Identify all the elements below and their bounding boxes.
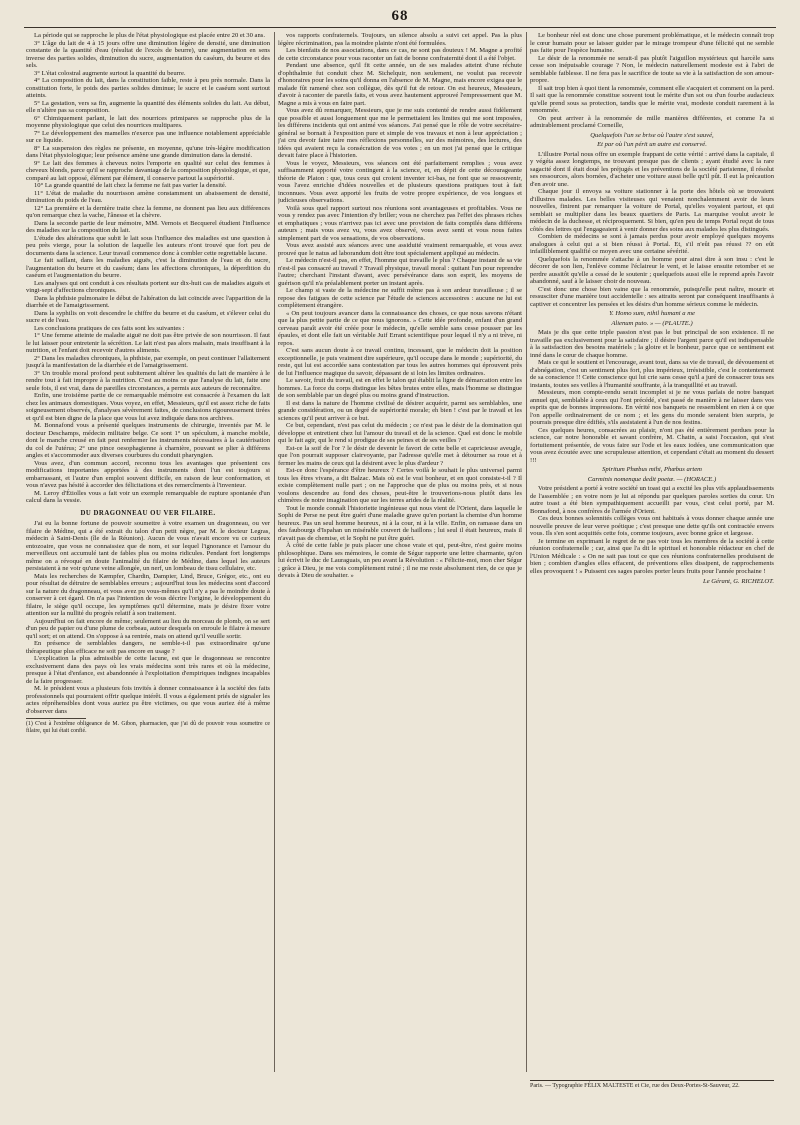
column-left [26, 32, 270, 1072]
paragraph: Chaque jour il envoya sa voiture stationner à la porte des hôtels où se trouvaient d'illustres malades. Les belles visiteuses qui venaient nonchalemment avoir de leurs nouvelles, finirent par remarquer la voiture de Portal, qu'elles voyaient partout, et qui semblait se multiplier dans les beaux quartiers de Paris. La marquise voulut avoir le médecin de la duchesse, et réciproquement. Si bien, qu'en peu de temps Portal reçut de tous côtés des lettres qui l'engageaient à venir donner des soins aux malades les plus distingués. [530, 188, 774, 233]
paragraph: L'illustre Portal nous offre un exemple frappant de cette vérité : arrivé dans la capitale, il y végéta assez longtemps, ne trouvant presque pas de clients ; ayant étudié avec la rare sagacité dont il était doué les préjugés et les préventions de la société parisienne, il résolut ses ressources, alors bornées, d'acheter une voiture aussi belle qu'il pût. Il eut la précaution d'en avoir une. [530, 150, 774, 188]
verse-quote: Et par où l'un périt un autre est conservé. [597, 141, 707, 148]
paragraph: L'explication la plus admissible de cette lacune, est que le dragonneau se rencontre exclusivement dans des pays où les vrais médecins sont très rares et où la médecine, presque à l'état d'enfance, est abandonnée à l'exploitation d'empiriques indignes incapables de la faire progresser. [26, 655, 270, 685]
verse-quote: Y. Homo sum, nihil humani a me [609, 310, 695, 317]
paragraph: C'est sans aucun doute à ce travail continu, incessant, que le médecin doit la position exceptionnelle, je puis vraiment dire supérieure, qu'il occupe dans le monde ; supériorité, du reste, qui lui est accordée sans contestation par tous les autres hommes qui éprouvent près de lui l'influence magique du savoir, dépassant de si loin les limites ordinaires. [278, 347, 522, 377]
column-divider [274, 32, 275, 1072]
paragraph: Voilà sous quel rapport surtout nos réunions sont avantageuses et profitables. Vous ne vous y rendez pas avec l'intention d'y briller; vous ne cherchez pas l'effet des phrases riches et emphatiques ; vous n'arrivez pas ici avec une provision de faits compilés dans différens auteurs ; mais vous avez vu, vous avez observé, vous avez senti et vous nous faites simplement part de vos sensations, de vos observations. [278, 204, 522, 242]
paragraph: C'est donc une chose bien vaine que la renommée, puisqu'elle peut naître, mourir et ressusciter d'une manière tout accidentelle : ses attraits seront par conséquent insuffisants à captiver et concentrer les pensées et les désirs d'un homme sérieux comme le médecin. [530, 285, 774, 308]
paragraph: 12° La première et la dernière traite chez la femme, ne donnent pas lieu aux différences qu'on remarque chez la vache, l'ânesse et la chèvre. [26, 204, 270, 219]
paragraph: Est-ce la soif de l'or ? le désir de devenir le favori de cette belle et capricieuse aveugle, que l'on pourrait supposer clairvoyante, par l'adresse qu'elle met à détourner sa roue et à fermer les mains de ceux qui la désirent avec le plus d'ardeur ? [278, 444, 522, 467]
paragraph: À côté de cette fable je puis placer une chose vraie et qui, peut-être, n'est guère moins philosophique. Dans ses mémoires, le comte de Ségur rapporte une lettre charmante, qu'on lui écrivit le duc de Lauraguais, un peu avant la Révolution : « Félicite-moi, mon cher Ségur ; grâce à Dieu, je me vois complètement ruiné ; il ne me reste absolument rien, de ce que je devais à Dieu de souhaiter. » [278, 542, 522, 579]
page-number: 68 [391, 8, 409, 24]
paragraph: Ce but, cependant, n'est pas celui du médecin ; ce n'est pas le désir de la domination qui développe et entretient chez lui l'amour du travail et de la science. Quel est donc le mobile qui le fait agir, qui le rend si prodigue de ses peines et de ses veilles ? [278, 422, 522, 444]
paragraph: 10° La grande quantité de lait chez la femme ne fait pas varier la densité. [34, 182, 227, 189]
paragraph: Dans la syphilis on voit descendre le chiffre du beurre et du caséum, et s'élever celui du sucre et de l'eau. [26, 309, 270, 324]
verse-quote: Carminis nomenque dedit poetæ. — (HORACE.) [587, 475, 717, 483]
verse-quote: Alienum puto. » — (PLAUTE.) [611, 319, 693, 327]
paragraph: Dans la phthisie pulmonaire le début de l'altération du lait coïncide avec l'apparition de la diarrhée et de l'amaigrissement. [26, 294, 270, 309]
verse-quote: Quelquefois l'un se brise où l'autre s'est sauvé, [590, 131, 714, 139]
paragraph: Le bonheur réel est donc une chose purement problématique, et le médecin connaît trop le cœur humain pour se laisser guider par le mirage trompeur d'une félicité qui ne semble pas faite pour l'espèce humaine. [530, 32, 774, 54]
column-right [530, 32, 774, 1076]
paragraph: 7° Le développement des mamelles n'exerce pas une influence notablement appréciable sur ce liquide. [26, 129, 270, 144]
paragraph: J'ai eu la bonne fortune de pouvoir soumettre à votre examen un dragonneau, ou ver filaire de Médine, qui a été extrait du talon d'un petit nègre, par M. le docteur Legras, médecin à Saint-Denis (île de la Réunion). Aucun de vous n'avait encore vu ce curieux entozoaire, que vous ne connaissiez que de nom, et sur lequel l'ignorance et l'amour du merveilleux ont accumulé tant de fables plus ou moins ridicules. Pendant fort longtemps même on a révoqué en doute l'animalité du filaire de Médine, dans lequel les auteurs persistaient à ne voir qu'une veine allongée, un nerf, un lombeau de tissu cellulaire, etc. [26, 520, 270, 572]
paragraph: Est-ce donc l'espérance d'être heureux ? Certes voilà le souhait le plus universel parmi tous les êtres vivans, a dit Balzac. Mais où est le vrai bonheur, et en quoi consiste-t-il ? Il existe complètement nulle part ; on ne l'approche que de plus ou moins près, et si nous voulons descendre au fond des choses, peut-être le trouverions-nous plutôt dans les chimères de notre imagination que sur les terres arides de la réalité. [278, 467, 522, 504]
column-middle [278, 32, 522, 1072]
paragraph: Vous avez, d'un commun accord, reconnu tous les avantages que présentent ces modifications importantes apportées à des instruments dont l'un est toujours si embarrassant, et l'autre d'un emploi souvent difficile, en raison de leur conformation, et vous n'avez pas hésité à accorder des félicitations et des remercîments à l'inventeur. [26, 459, 270, 489]
paragraph: Pendant une absence, qu'il fit cette année, un de ses malades atteint d'une réchute d'ophthalmie fut conduit chez M. Sichelquir, non seulement, ne voulut pas recevoir d'honoraires pour les soins qu'il donna en l'absence de M. Magne, mais encore exigea que le malade fût ramené chez son collègue, dès qu'il fut de retour. On est heureux, Messieurs, d'avoir à raconter de pareils faits, et vous avez hautement approuvé l'empressement que M. Magne a mis à vous en faire part. [278, 62, 522, 107]
paragraph: 2° Dans les maladies chroniques, la phthisie, par exemple, on peut continuer l'allaitement jusqu'à la manifestation de la diarrhée et de l'amaigrissement. [26, 354, 270, 369]
verse-quote: Spiritum Phœbus mihi, Phœbus artem [602, 466, 702, 473]
paragraph: vos rapports confraternels. Toujours, un silence absolu a suivi cet appel. Pas la plus légère récrimination, pas la moindre plainte n'ont été formulées. [278, 32, 522, 47]
printer-imprint: Paris. — Typographie FÉLIX MALTESTE et Cie, rue des Deux-Portes-St-Sauveur, 22. [530, 1080, 774, 1090]
paragraph: 3° Un trouble moral profond peut subitement altérer les qualités du lait de manière à le rendre tout à fait impropre à la nutrition. C'est au moins ce que l'analyse du lait, faite une seule fois, il est vrai, dans de pareilles circonstances, a permis aux auteurs de reconnaître. [26, 369, 270, 392]
paragraph: Messieurs, mon compte-rendu serait incomplet si je ne vous parlais de notre banquet annuel qui, semblable à ceux qui l'ont précédé, s'est passé de manière à ne laisser dans vos esprits que de bonnes impressions. En vérité nos banquets ne ressemblent en rien à ce que l'on appelle ordinairement de ce nom ; et les gens du monde seraient bien surpris, je pourrais presque dire édifiés, s'ils assistaient à l'un de nos festins. [530, 389, 774, 426]
paragraph: M. le président vous a plusieurs fois invités à donner connaissance à la société des faits professionnels qui pourraient offrir quelque intérêt. Il vous a également priés de signaler les actes répréhensibles dont vous auriez pu être victimes, ou que vous auriez été à même d'observer dans [26, 685, 270, 715]
paragraph: Les analyses qui ont conduit à ces résultats portent sur dix-huit cas de maladies aiguës et vingt-sept d'affections chroniques. [26, 279, 270, 294]
paragraph: On peut arriver à la renommée de mille manières différentes, et comme l'a si admirablement proclamé Corneille, [530, 114, 774, 129]
paragraph: « On peut toujours avancer dans la connaissance des choses, ce que nous savons n'étant que la plus petite partie de ce que nous ignorons. » Cette idée profonde, enfant d'un grand cerveau paraît avoir été créée pour le médecin, qu'elle semble sans cesse pousser par les épaules, et dont elle fait un véritable Juif Errant scientifique pour lequel il n'y a ni trève, ni repos. [278, 309, 522, 347]
footnote-rule [26, 718, 86, 719]
paragraph: Enfin, une troisième partie de ce remarquable mémoire est consacrée à l'examen du lait chez les animaux domestiques. Vous voyez, en effet, Messieurs, qu'il est assez riche de faits soigneusement observés, d'analyses sévèrement faites, de conclusions rigoureusement tirées et qu'il est bien digne de la place que vous lui avez indiquée dans nos archives. [26, 392, 270, 422]
paragraph: Aujourd'hui on fait encore de même; seulement au lieu du morceau de plomb, on se sert d'un peu de papier ou d'une plume de corbeau, autour desquels on enroule le filaire à mesure qu'il sort; et on attend. On s'oppose à sa rentrée, mais on attend qu'il veuille sortir. [26, 617, 270, 640]
paragraph: Le savoir, fruit du travail, est en effet le talon qui établit la ligne de démarcation entre les hommes. La force du corps distingue les bêtes brutes entre elles, mais l'homme se distingue de son semblable par un degré plus ou moins grand d'instruction. [278, 377, 522, 399]
footnote: (1) C'est à l'extrême obligeance de M. Gibon, pharmacien, que j'ai dû de pouvoir vous soumettre ce filaire, qui lui était confié. [26, 721, 270, 734]
paragraph: Il sait trop bien à quoi tient la renommée, comment elle s'acquiert et comment on la perd. Il sait que la renommée constitue souvent tout le mérite d'un sot ou d'un fourbe audacieux qu'elle prend sous sa protection, tandis que le mérite vrai, modeste conduit rarement à la renommée. [530, 84, 774, 114]
paragraph: Ces deux bonnes solennités collèges vous ont habitués à vous donner chaque année une nouvelle preuve de leur verve poétique ; c'est presque une dette qu'ils ont contractée envers vous. Ils s'en sont acquittés cette fois, comme toujours, avec bonne grâce et largesse. [530, 515, 774, 537]
paragraph: Vous le voyez, Messieurs, vos séances ont été parfaitement remplies ; vous avez suffisamment apporté votre contingent à la science, et, en dépit de cette décourageante théorie de Platon : que, tous ceux qui croient inventer ici-bas, ne font que se ressouvenir, vous l'avez enrichie d'idées nouvelles et de plusieurs questions pratiques tout à fait inconnues. Vous avez apporté les fruits de votre propre expérience, de vos longues et judicieuses observations. [278, 159, 522, 204]
paragraph: Le médecin n'est-il pas, en effet, l'homme qui travaille le plus ? Chaque instant de sa vie n'est-il pas consacré au travail ? Travail physique, travail moral : quitant l'un pour reprendre l'autre; cherchant l'instant d'avant, avec persévérance dans son esprit, les moyens de guérison qu'il n'a préalablement porter un instant après. [278, 257, 522, 287]
paragraph: 4° La composition du lait, dans la constitution faible, reste à peu près normale. Dans la constitution forte, le poids des parties solides diminue; le sucre et le caséum sont surtout atteints. [26, 77, 270, 99]
paragraph: 1° Une femme atteinte de maladie aiguë ne doit pas être privée de son nourrisson. Il faut le lui laisser pour entretenir la sécrétion. Le lait n'est pas alors malsain, mais insuffisant à la nutrition, et l'enfant doit recevoir d'autres aliments. [26, 332, 270, 354]
paragraph: 6° Chimiquement parlant, le lait des nourrices primipares se rapproche plus de la moyenne physiologique que celui des nourrices multipares. [26, 114, 270, 129]
paragraph: Vous avez dû remarquer, Messieurs, que je me suis contenté de rendre aussi fidèlement que possible et aussi longuement que me le permettaient les limites qui me sont imposées, les différens incidents qui ont animé vos séances. J'ai pensé que le rôle de votre secrétaire-général se bornait à l'exposition pure et simple de vos travaux et non à leur appréciation ; j'ai cru devoir faire taire mes réflexions personnelles, sur des mémoires, des lectures, des idées qui avaient reçu la consécration de vos votes ; en un mot j'ai pensé que le critique devait faire place à l'historien. [278, 107, 522, 159]
paragraph: 8° La suspension des règles ne présente, en moyenne, qu'une très-légère modification dans l'état physiologique; leur présence amène une grande diminution dans la densité. [26, 144, 270, 159]
paragraph: Dans la seconde partie de leur mémoire, MM. Vernois et Becquerel étudient l'influence des maladies sur la composition du lait. [26, 219, 270, 234]
section-heading: DU DRAGONNEAU OU VER FILAIRE. [80, 509, 216, 517]
paragraph: M. Bonnafond vous a présenté quelques instruments de chirurgie, inventés par M. le docteur Deschamps, médecin militaire belge. Ce sont 1° un spéculum, à manche mobile, dont le manche creusé en fait peut renfermer les instruments nécessaires à la cautérisation du col de l'utérus; 2° une pince oesophagienne à charnière, pouvant se plier à différens angles et s'accommoder aux diverses courbures du conduit pharyngien. [26, 422, 270, 459]
header-rule [24, 27, 776, 28]
paragraph: Quelquefois la renommée s'attache à un homme pour ainsi dire à son insu : c'est le décorer de son lien, l'enlève comme l'éclaireur le vent, et le laisse ensuite retomber et se perdre aussitôt qu'elle a cessé de le soutenir ; quelquefois aussi elle le reprend après l'avoir abandonné, sauf à le laisser choir de nouveau. [530, 255, 774, 285]
paragraph: Vous avez assisté aux séances avec une assiduité vraiment remarquable, et vous avez prouvé que le natus ad laborandum doit être tout spécialement appliqué au médecin. [278, 242, 522, 257]
paragraph: 11° L'état de maladie du nourrisson amène constamment un abaissement de densité, diminution du poids de l'eau. [26, 189, 270, 204]
paragraph: En présence de semblables dangers, ne semble-t-il pas extraordinaire qu'une thérapeutique plus efficace ne soit pas encore en usage ? [26, 640, 270, 655]
paragraph: 3° L'état colostral augmente surtout la quantité du beurre. [34, 69, 186, 77]
paragraph: Les conclusions pratiques de ces faits sont les suivantes : [34, 324, 185, 332]
paragraph: Le fait saillant, dans les maladies aiguës, c'est la diminution de l'eau et du sucre, l'augmentation du beurre et du caséum; dans les affections chroniques, la déperdition du caséum et l'augmentation du beurre. [26, 257, 270, 279]
paragraph: Mais ce qui le soutient et l'encourage, avant tout, dans sa vie de travail, de dévouement et d'abnégation, c'est un sentiment plus fort, plus impérieux, irrésistible, c'est le contentement de sa conscience !! Cette conscience qui lui crie sans cesse qu'il a juré de consacrer tous ses instants, toutes ses veilles à l'humanité souffrante, à la tranquillité et au travail. [530, 359, 774, 389]
paragraph: Mais je dis que cette triple passion n'est pas le but principal de son existence. Il ne travaille pas exclusivement pour la satisfaire ; il désire l'argent parce qu'il est indispensable à la satisfaction des besoins matériels ; la gloire et le bonheur, parce que ce sentiment est inné dans le cœur de chaque homme. [530, 329, 774, 359]
paragraph: Il est dans la nature de l'homme civilisé de désirer acquérir, parmi ses semblables, une grande considération, ou un degré de supériorité morale; eh bien ! c'est par le travail et les sciences qu'il peut arriver à ce but. [278, 399, 522, 422]
paragraph: 3° L'âge du lait de 4 à 15 jours offre une diminution légère de densité, une diminution constante de la quantité d'eau (résultat de l'excès de beurre), une augmentation en sens inverse des parties solides, diminution du sucre, augmentation du caséum, du beurre et des sels. [26, 39, 270, 69]
paragraph: M. Leroy d'Étiolles vous a fait voir un exemple remarquable de rupture spontanée d'un calcul dans la vessie. [26, 489, 270, 504]
paragraph: Combien de médecins se sont à jamais perdus pour avoir employé quelques moyens analogues à celui qui a si bien réussi à Portal. Et, s'il n'eût pas réussi ?? on eût infailliblement qualifié ce moyen avec une certaine sévérité. [530, 233, 774, 255]
paragraph: Votre président a porté à votre société un toast qui a excité les plus vifs applaudissements de l'assemblée ; en votre nom je lui ai répondu par quelques paroles sorties du cœur. Un autre toast a été bien sympathiquement accueilli par vous, c'est celui porté, par M. Bonnafond, à nos confrères de l'armée d'Orient. [530, 485, 774, 515]
paragraph: Le désir de la renommée ne serait-il pas plutôt l'aiguillon mystérieux qui harcèle sans cesse son inépuisable courage ? Non, le médecin naturellement modeste est à l'abri de semblable faiblesse. Il ne fera pas le sacrifice de toute sa vie à la satisfaction de son amour-propre. [530, 54, 774, 84]
paragraph: Je termine en exprimant le regret de ne pas voir tous les membres de la société à cette réunion confraternelle ; car, ainsi que l'a dit le spirituel et honorable rédacteur en chef de l'Union Médicale : « On ne sait pas tout ce que ces réunions confraternelles produisent de bien ; combien d'angles elles effacent, de préventions elles dissipent, de rapprochements elles provoquent ! » Puissent ces sages paroles porter leurs fruits pour l'année prochaine ! [530, 537, 774, 575]
paragraph: Les bienfaits de nos associations, dans ce cas, ne sont pas douteux ! M. Magne a profité de cette circonstance pour vous raconter un fait de bonne confraternité dont il a été l'objet. [278, 47, 522, 62]
paragraph: Le champ si vaste de la médecine ne suffit même pas à son ardeur travailleuse ; il se repose des fatigues de cette science par l'étude de sciences accessoires : aucune ne lui est complètement étrangère. [278, 287, 522, 309]
signature: Le Gérant, G. RICHELOT. [703, 578, 774, 585]
paragraph: Tout le monde connaît l'historiette ingénieuse qui nous vient de l'Orient, dans laquelle le Sophi de Perse ne peut être guéri d'une maladie grave qu'en portant la chemise d'un homme heureux. Pas un seul homme heureux, ni à la cour, ni à la ville. Enfin, on ramasse dans un des faubourgs d'Ispahan un misérable couvert de haillons ; lui seul il était heureux, mais il n'avait pas de chemise, et le Sophi ne put être guéri. [278, 504, 522, 542]
column-divider [526, 32, 527, 1072]
paragraph: L'étude des altérations que subit le lait sous l'influence des maladies est une question à peu près vierge, pour la solution de laquelle les auteurs n'ont trouvé que fort peu de documents dans la science. Leur travail commence donc à combler cette regrettable lacune. [26, 234, 270, 257]
paragraph: Ces quelques heures, consacrées au plaisir, n'ont pas été entièrement perdues pour la science, car notre honorable et savant confrère, M. Chatin, a saisi l'occasion, qui s'est fortuitement présentée, de vous faire sur l'ode et les eaux iodées, une communication que vous avez écoutée avec une scrupuleuse attention, et cependant c'était au moment du dessert !!! [530, 426, 774, 464]
paragraph: 5° La gestation, vers sa fin, augmente la quantité des éléments solides du lait. Au début, elle n'altère pas sa composition. [26, 99, 270, 114]
paragraph: Mais les recherches de Kæmpfer, Chardin, Dampier, Lind, Bruce, Grégor, etc., ont eu pour résultat de détruire de semblables erreurs ; aujourd'hui tous les médecins sont d'accord sur la nature du dragonneau, et vous avez pu vous-mêmes qu'il n'y a pas le moindre doute à conserver à cet égard. On n'a pas l'intention de vous décrire l'origine, le développement du filaire, le siège qu'il occupe, les symptômes qu'il détermine, mais je désire fixer votre attention sur la nullité du progrès relatif à son traitement. [26, 572, 270, 617]
paragraph: La période qui se rapproche le plus de l'état physiologique est placée entre 20 et 30 ans. [34, 32, 265, 39]
paragraph: 9° Le lait des femmes à cheveux noirs l'emporte en qualité sur celui des femmes à cheveux blonds, parce qu'il se rapproche davantage de la composition physiologique, et que, comparé au lait opposé, élément par élément, il conserve partout la supériorité. [26, 159, 270, 182]
